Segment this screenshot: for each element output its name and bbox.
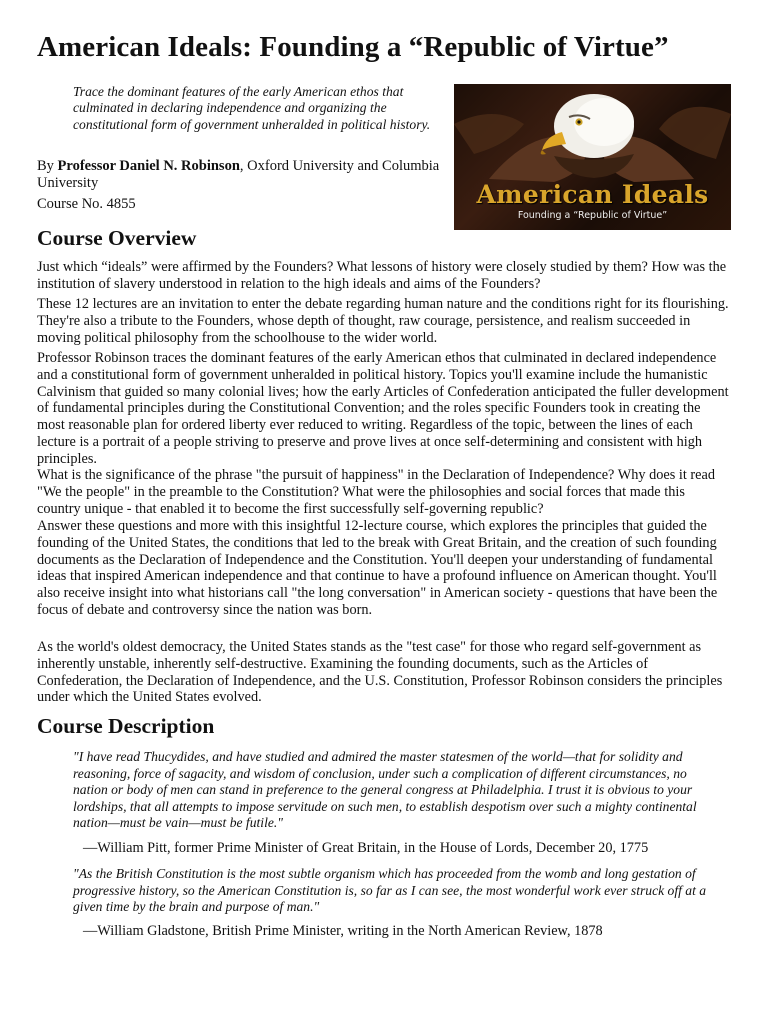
overview-paragraph: These 12 lectures are an invitation to enter the debate regarding human nature and the conditions right for its flourishing. They're also a tribute to the Founders, whose depth of thought, raw courage, persistence, and realism succeeded in moving political philosophy from the schoolhouse to the wider world. [37,296,729,346]
course-tagline: Trace the dominant features of the early American ethos that culminated in declaring independence and organizing the constitutional form of government unheralded in political history. [73,84,431,132]
author-name: Professor Daniel N. Robinson [57,158,240,174]
overview-paragraph: Just which “ideals” were affirmed by the Founders? What lessons of history were closely studied by them? How was the institution of slavery understood in relation to the high ideals and aims of the Founders? [37,259,727,292]
overview-paragraph: As the world's oldest democracy, the United States stands as the "test case" for those who regard self-government as inherently unstable, inherently self-destructive. Examining the founding documents, such as the Articles of Confederation, the Declaration of Independence, and the U.S. Constitution, Professor Robinson considers the principles under which the United States evolved. [37,639,723,706]
page-title: American Ideals: Founding a “Republic of Virtue” [37,31,669,63]
overview-paragraph: What is the significance of the phrase "the pursuit of happiness" in the Declaration of Independence? Why does it read "We the people" in the preamble to the Constitution? What were the philosophies and social forces that made this country unique - that enabled it to become the first successfully self-governing republic? [37,467,715,517]
course-overview-heading: Course Overview [37,226,197,250]
course-banner-image [454,84,731,230]
pitt-attribution: —William Pitt, former Prime Minister of Great Britain, in the House of Lords, December 20, 1775 [83,840,649,856]
overview-paragraph: Answer these questions and more with this insightful 12-lecture course, which explores the principles that guided the founding of the United States, the conditions that led to the break with Great Britain, and the creation of such founding documents as the Declaration of Independence and the Constitution. You'll deepen your understanding of fundamental ideas that inspired American independence and that continue to have a profound influence on American thought. You'll also receive insight into what historians call "the long conversation" in American society - questions that have been the focus of debate and controversy since the nation was born. [37,518,718,618]
author-affiliation: , Oxford University and Columbia University [37,158,440,192]
course-number: Course No. 4855 [37,196,136,212]
gladstone-attribution: —William Gladstone, British Prime Minister, writing in the North American Review, 1878 [83,923,603,939]
pitt-quote: "I have read Thucydides, and have studied and admired the master statesmen of the world—that for solidity and reasoning, force of sagacity, and wisdom of conclusion, under such a complication of different circumstances, no nation or body of men can stand in preference to the general congress at Philadelphia. I trust it is obvious to your lordships, that all attempts to impose servitude on such men, to establish despotism over such a mighty continental nation—must be vain—must be futile." [73,749,697,831]
course-description-heading: Course Description [37,714,215,738]
banner-subtitle: Founding a “Republic of Virtue” [517,210,668,221]
author-prefix: By [37,158,58,174]
banner-title: American Ideals [476,180,709,209]
gladstone-quote: "As the British Constitution is the most subtle organism which has proceeded from the womb and long gestation of progressive history, so the American Constitution is, so far as I can see, the most wonderful work ever struck off at a given time by the brain and purpose of man." [73,866,707,915]
author-line [37,158,447,193]
overview-paragraph: Professor Robinson traces the dominant features of the early American ethos that culminated in declared independence and a constitutional form of government unheralded in political history. Topics you'll examine include the humanistic Calvinism that guided so many colonial lives; how the early Articles of Confederation anticipated the fuller development of fundamental principles during the Constitutional Convention; and the roles specific Founders took in creating the most reasonable plan for ordered liberty ever reduced to writing. Regardless of the topic, between the lines of each lecture is a portrait of a people striving to preserve and prove lives at once self-determining and consistent with high principles. [37,350,729,467]
